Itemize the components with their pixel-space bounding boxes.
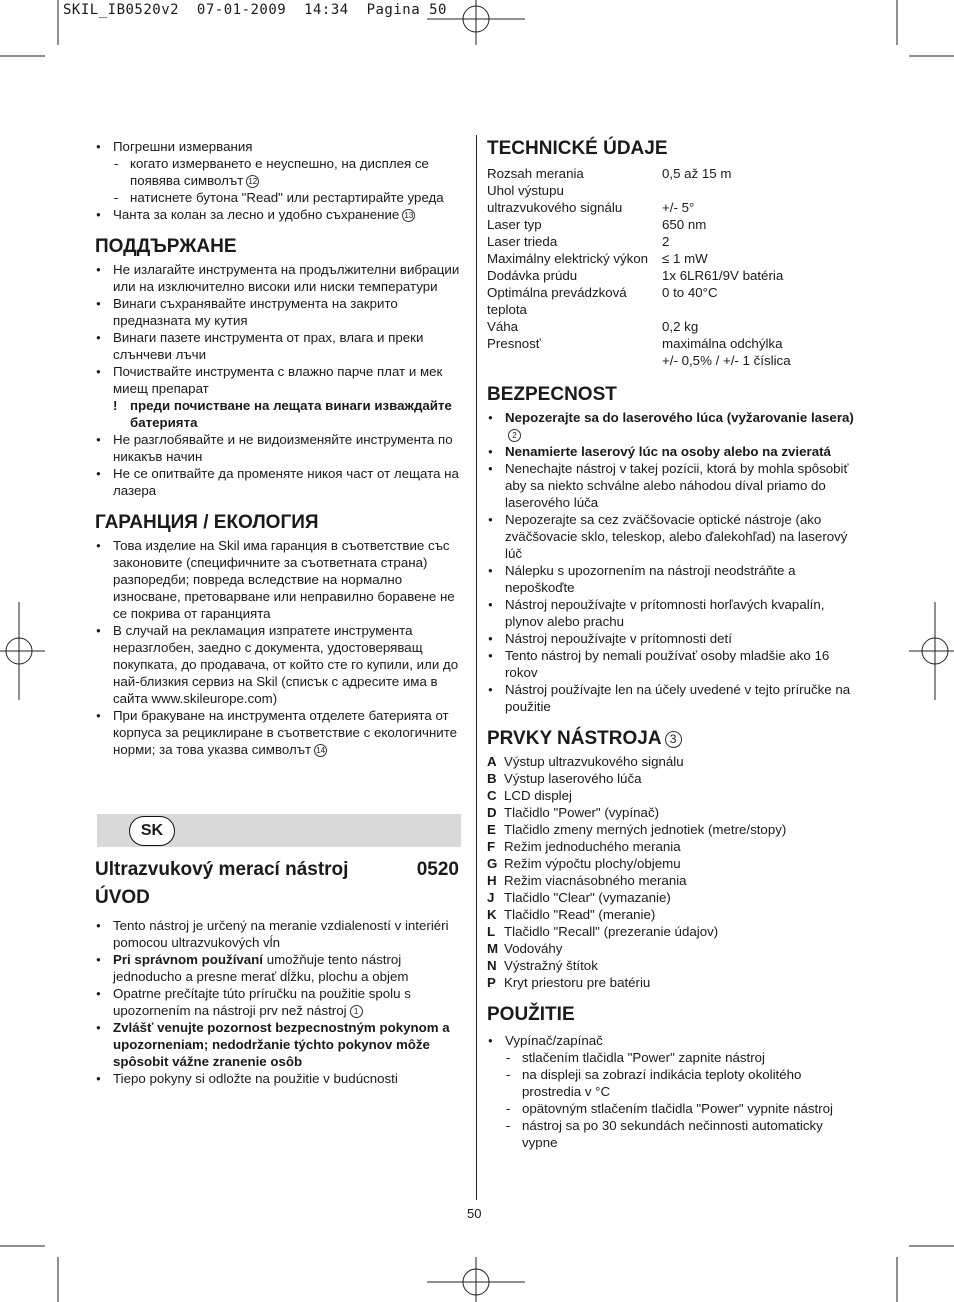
part-label: Režim viacnásobného merania — [504, 873, 687, 888]
list-item: ● Nenechajte nástroj v takej pozícii, ktorá by mohla spôsobiť aby sa niekto schválne alebo náhodou díval priamo do laserového lúča — [487, 460, 857, 511]
left-column — [95, 138, 465, 758]
list-item: ● Не се опитвайте да променяте никоя част от лещата на лазера — [95, 465, 465, 499]
part-label: Režim výpočtu plochy/objemu — [504, 856, 681, 871]
reference-marker: 3 — [665, 731, 682, 748]
spec-key: Presnosť — [487, 336, 541, 351]
product-code: 0520 — [416, 859, 459, 880]
part-letter: N — [487, 958, 497, 973]
part-label: Vodováhy — [504, 941, 563, 956]
list-item: ● В случай на рекламация изпратете инструмента неразглобен, заедно с документа, удостоверяващ покупката, до продавача, от който сте го купили, или до най-близкия сервиз на Skil (списък с адресите има в сайта www.skileurope.com) — [95, 622, 465, 707]
spec-value: 0,5 až 15 m — [662, 166, 732, 181]
part-letter: P — [487, 975, 496, 990]
spec-table — [487, 165, 857, 369]
part-label: Kryt priestoru pre batériu — [504, 975, 651, 990]
spec-value: 0 to 40°C — [662, 285, 718, 300]
part-letter: G — [487, 856, 498, 871]
spec-key: Laser trieda — [487, 234, 558, 249]
section-title-intro: ÚVOD — [95, 887, 150, 908]
list-item: ● Tento nástroj by nemali používať osoby mladšie ako 16 rokov — [487, 647, 857, 681]
reference-marker: 2 — [508, 429, 521, 442]
list-item: ● Това изделие на Skil има гаранция в съответствие със законовите (специфичните за съответната страна) разпоредби; повреда вследствие на нормално износване, претоварване или неправилно боравене не се покрива от гаранцията — [95, 537, 465, 622]
part-label: Tlačidlo "Power" (vypínač) — [504, 805, 660, 820]
list-item: - na displeji sa zobrazí indikácia teploty okolitého prostredia v °C — [487, 1066, 857, 1100]
spec-key: teplota — [487, 302, 527, 317]
spec-key: ultrazvukového signálu — [487, 200, 623, 215]
part-letter: E — [487, 822, 496, 837]
list-item: ● Чанта за колан за лесно и удобно съхранение 13 — [95, 206, 465, 223]
list-item: ● Nástroj nepoužívajte v prítomnosti detí — [487, 630, 857, 647]
part-label: Výstup ultrazvukového signálu — [504, 754, 684, 769]
spec-value: 650 nm — [662, 217, 707, 232]
part-letter: B — [487, 771, 497, 786]
list-item: ● Tento nástroj je určený na meranie vzdialeností v interiéri pomocou ultrazvukových vĺn — [95, 917, 465, 951]
part-letter: D — [487, 805, 497, 820]
spec-value: +/- 5° — [662, 200, 695, 215]
section-title-tech: TECHNICKÉ ÚDAJE — [487, 138, 668, 159]
list-item: ● Nepozerajte sa do laserového lúca (vyžarovanie lasera)2 — [487, 409, 857, 443]
list-item: ● Tiepo pokyny si odložte na použitie v budúcnosti — [95, 1070, 465, 1087]
part-label: Výstražný štítok — [504, 958, 598, 973]
list-item: - натиснете бутона "Read" или рестартирайте уреда — [95, 189, 465, 206]
section-title-parts: PRVKY NÁSTROJA 3 — [487, 728, 857, 750]
reference-marker: 13 — [402, 209, 415, 222]
part-letter: K — [487, 907, 497, 922]
reference-marker: 1 — [350, 1005, 363, 1018]
spec-value: 0,2 kg — [662, 319, 699, 334]
part-letter: L — [487, 924, 496, 939]
part-label: Tlačidlo "Recall" (prezeranie údajov) — [504, 924, 719, 939]
part-label: Tlačidlo "Clear" (vymazanie) — [504, 890, 671, 905]
list-item: - когато измерването е неуспешно, на дисплея се появява символът 12 — [95, 155, 465, 189]
right-column — [487, 138, 857, 1151]
list-item: ● Nenamierte laserový lúc na osoby alebo na zvieratá — [487, 443, 857, 460]
list-item: ● Nástroj používajte len na účely uvedené v tejto príručke na použitie — [487, 681, 857, 715]
list-item: ● Opatrne prečítajte túto príručku na použitie spolu s upozornením na nástroji prv než nástroj 1 — [95, 985, 465, 1019]
section-title-warranty: ГАРАНЦИЯ / ЕКОЛОГИЯ — [95, 512, 319, 533]
list-item: ● Nástroj nepoužívajte v prítomnosti horľavých kvapalín, plynov alebo prachu — [487, 596, 857, 630]
sk-intro-column — [95, 859, 465, 1087]
reference-marker: 14 — [314, 744, 327, 757]
list-item: ● Винаги съхранявайте инструмента на закрито предназната му кутия — [95, 295, 465, 329]
spec-key — [487, 352, 662, 369]
section-title-safety: BEZPECNOST — [487, 384, 617, 405]
language-badge: SK — [129, 816, 175, 846]
spec-value: ≤ 1 mW — [662, 251, 708, 266]
part-letter: A — [487, 754, 497, 769]
list-item: ● Винаги пазете инструмента от прах, влага и преки слънчеви лъчи — [95, 329, 465, 363]
spec-key: Dodávka prúdu — [487, 268, 578, 283]
spec-value — [662, 301, 857, 318]
part-letter: J — [487, 890, 495, 905]
part-letter: C — [487, 788, 497, 803]
list-item: ● Nepozerajte sa cez zväčšovacie optické nástroje (ako zväčšovacie sklo, teleskop, alebo ďalekohľad) na laserový lúč — [487, 511, 857, 562]
list-item: ● Не излагайте инструмента на продължителни вибрации или на изключително високи или ниски температури — [95, 261, 465, 295]
list-item: ● Почиствайте инструмента с влажно парче плат и мек миещ препарат — [95, 363, 465, 397]
spec-value — [662, 182, 857, 199]
product-title-row — [95, 859, 459, 881]
spec-key: Optimálna prevádzková — [487, 285, 627, 300]
list-item: ● Не разглобявайте и не видоизменяйте инструмента по никакъв начин — [95, 431, 465, 465]
part-label: Výstup laserového lúča — [504, 771, 642, 786]
section-title-maintenance: ПОДДЪРЖАНЕ — [95, 236, 237, 257]
part-letter: F — [487, 839, 496, 854]
spec-key: Maximálny elektrický výkon — [487, 251, 649, 266]
part-label: LCD displej — [504, 788, 572, 803]
spec-value: maximálna odchýlka — [662, 336, 783, 351]
part-label: Režim jednoduchého merania — [504, 839, 681, 854]
list-item: - opätovným stlačením tlačidla "Power" vypnite nástroj — [487, 1100, 857, 1117]
spec-value: +/- 0,5% / +/- 1 číslica — [662, 353, 791, 368]
part-label: Tlačidlo "Read" (meranie) — [504, 907, 656, 922]
list-item: - stlačením tlačidla "Power" zapnite nástroj — [487, 1049, 857, 1066]
page-number: 50 — [467, 1206, 482, 1221]
spec-value: 2 — [662, 234, 670, 249]
spec-key: Laser typ — [487, 217, 542, 232]
spec-key: Rozsah merania — [487, 166, 584, 181]
parts-list — [487, 753, 857, 991]
part-letter: H — [487, 873, 497, 888]
column-divider — [476, 135, 477, 1200]
part-letter: M — [487, 941, 499, 956]
spec-key: Váha — [487, 319, 519, 334]
part-label: Tlačidlo zmeny merných jednotiek (metre/stopy) — [504, 822, 787, 837]
list-item: ● Nálepku s upozornením na nástroji neodstráňte a nepoškoďte — [487, 562, 857, 596]
reference-marker: 12 — [246, 175, 259, 188]
list-item: - nástroj sa po 30 sekundách nečinnosti automaticky vypne — [487, 1117, 857, 1151]
list-item: ● Zvlášť venujte pozornost bezpecnostným pokynom a upozorneniam; nedodržanie týchto pokynov môže spôsobit vážne zranenie osôb — [95, 1019, 465, 1070]
list-item: ● При бракуване на инструмента отделете батерията от корпуса за рециклиране в съответствие с екологичните норми; за това указва символът 14 — [95, 707, 465, 758]
print-slug: SKIL_IB0520v2 07-01-2009 14:34 Pagina 50 — [63, 2, 447, 18]
language-bar — [97, 814, 461, 847]
list-item: ● Погрешни измервания — [95, 138, 465, 155]
spec-key: Uhol výstupu — [487, 183, 564, 198]
list-item: ● Pri správnom používaní umožňuje tento nástroj jednoducho a presne merať dĺžku, plochu a objem — [95, 951, 465, 985]
section-title-usage: POUŽITIE — [487, 1004, 575, 1025]
warning-note: ! преди почистване на лещата винаги изваждайте батерията — [95, 397, 465, 431]
list-item: ● Vypínač/zapínač — [487, 1032, 857, 1049]
product-title: Ultrazvukový merací nástroj — [95, 859, 349, 880]
spec-value: 1x 6LR61/9V batéria — [662, 268, 784, 283]
